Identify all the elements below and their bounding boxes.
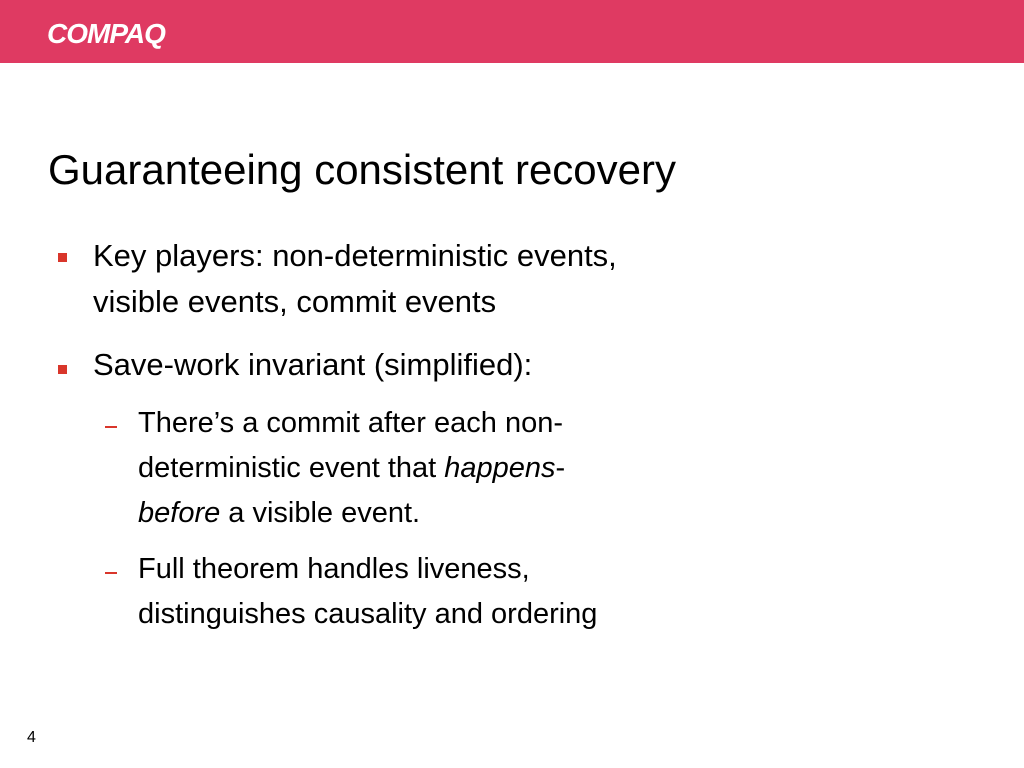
sub-bullet-line xyxy=(138,446,565,491)
dash-bullet-icon xyxy=(105,572,117,574)
sub-bullet-line: There’s a commit after each non- xyxy=(138,407,563,439)
square-bullet-icon xyxy=(58,253,67,262)
page-number: 4 xyxy=(27,729,36,746)
plain-text: a visible event. xyxy=(220,497,421,529)
bullet-line: visible events, commit events xyxy=(93,284,497,319)
sub-bullet-line: distinguishes causality and ordering xyxy=(138,598,598,630)
bullet-line: Key players: non-deterministic events, xyxy=(93,238,617,273)
sub-bullet-line: Full theorem handles liveness, xyxy=(138,553,530,585)
emphasis-text: before xyxy=(138,497,221,529)
bullet-line: Save-work invariant (simplified): xyxy=(93,347,533,382)
plain-text: deterministic event that xyxy=(138,452,445,484)
sub-bullet-line xyxy=(138,491,420,536)
square-bullet-icon xyxy=(58,365,67,374)
slide-title: Guaranteeing consistent recovery xyxy=(48,146,677,193)
dash-bullet-icon xyxy=(105,426,117,428)
compaq-logo: COMPAQ xyxy=(47,18,165,49)
emphasis-text: happens xyxy=(444,452,556,484)
plain-text: - xyxy=(555,452,566,484)
